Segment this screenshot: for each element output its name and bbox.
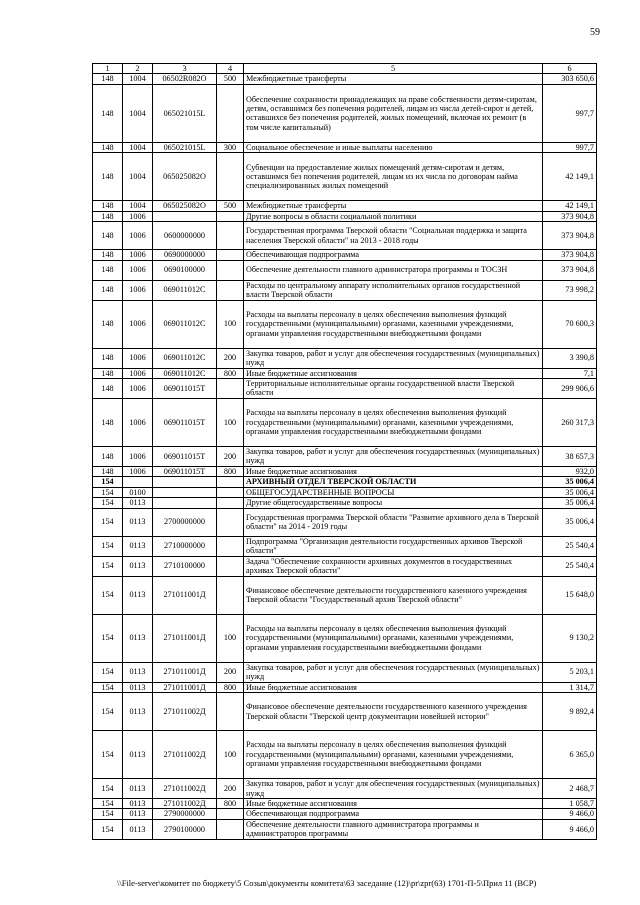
cell-amount: 73 998,2 <box>543 280 597 300</box>
table-row <box>93 250 597 260</box>
cell-amount: 3 390,8 <box>543 348 597 368</box>
table-row <box>93 556 597 576</box>
cell-department-code: 148 <box>93 398 123 446</box>
cell-department-code: 148 <box>93 74 123 84</box>
table-header-row <box>93 64 597 74</box>
cell-target-article: 2790100000 <box>153 819 217 839</box>
cell-amount: 9 466,0 <box>543 809 597 819</box>
cell-section-code: 1006 <box>123 398 153 446</box>
cell-department-code: 148 <box>93 368 123 378</box>
cell-section-code: 0113 <box>123 556 153 576</box>
cell-expense-type <box>217 250 244 260</box>
header-cell: 2 <box>123 64 153 74</box>
cell-expense-type <box>217 84 244 142</box>
cell-description: ОБЩЕГОСУДАРСТВЕННЫЕ ВОПРОСЫ <box>244 487 543 497</box>
cell-target-article: 069011015Т <box>153 398 217 446</box>
cell-section-code: 0113 <box>123 779 153 799</box>
cell-expense-type: 500 <box>217 201 244 211</box>
cell-section-code: 1006 <box>123 466 153 476</box>
page-number: 59 <box>590 27 600 38</box>
cell-description: Иные бюджетные ассигнования <box>244 368 543 378</box>
table-row <box>93 466 597 476</box>
cell-target-article <box>153 487 217 497</box>
cell-expense-type: 200 <box>217 446 244 466</box>
cell-department-code: 154 <box>93 799 123 809</box>
cell-department-code: 148 <box>93 348 123 368</box>
cell-department-code: 154 <box>93 731 123 779</box>
cell-expense-type <box>217 280 244 300</box>
cell-section-code: 1004 <box>123 201 153 211</box>
cell-amount: 35 006,4 <box>543 508 597 536</box>
cell-target-article: 0600000000 <box>153 222 217 250</box>
cell-description: Обеспечение деятельности главного администратора программы и администраторов программы <box>244 819 543 839</box>
cell-section-code: 1006 <box>123 300 153 348</box>
cell-amount: 42 149,1 <box>543 201 597 211</box>
table-row <box>93 378 597 398</box>
cell-amount: 1 314,7 <box>543 682 597 692</box>
cell-department-code: 154 <box>93 819 123 839</box>
cell-expense-type <box>217 536 244 556</box>
cell-target-article <box>153 211 217 221</box>
cell-description: Межбюджетные трансферты <box>244 201 543 211</box>
cell-section-code: 0113 <box>123 731 153 779</box>
cell-amount: 997,7 <box>543 142 597 152</box>
cell-department-code: 154 <box>93 487 123 497</box>
cell-section-code: 0113 <box>123 498 153 508</box>
cell-amount: 38 657,3 <box>543 446 597 466</box>
cell-target-article: 069011012С <box>153 300 217 348</box>
cell-department-code: 154 <box>93 508 123 536</box>
cell-description: Государственная программа Тверской области "Социальная поддержка и защита населения Тверской области" на 2013 - 2018 годы <box>244 222 543 250</box>
cell-section-code: 1006 <box>123 368 153 378</box>
cell-amount: 299 906,6 <box>543 378 597 398</box>
cell-amount: 15 648,0 <box>543 576 597 614</box>
cell-department-code: 154 <box>93 682 123 692</box>
table-row <box>93 614 597 662</box>
cell-expense-type <box>217 211 244 221</box>
cell-section-code: 1006 <box>123 280 153 300</box>
table-body <box>93 74 597 839</box>
cell-amount: 70 600,3 <box>543 300 597 348</box>
cell-section-code: 0113 <box>123 576 153 614</box>
cell-description: Иные бюджетные ассигнования <box>244 799 543 809</box>
table-row <box>93 487 597 497</box>
cell-section-code: 1004 <box>123 84 153 142</box>
table-row <box>93 779 597 799</box>
cell-department-code: 148 <box>93 201 123 211</box>
cell-section-code: 0100 <box>123 487 153 497</box>
cell-expense-type: 100 <box>217 398 244 446</box>
cell-target-article <box>153 477 217 487</box>
cell-section-code: 0113 <box>123 536 153 556</box>
cell-expense-type: 100 <box>217 731 244 779</box>
cell-amount: 35 006,4 <box>543 487 597 497</box>
table-row <box>93 731 597 779</box>
cell-target-article: 271011001Д <box>153 576 217 614</box>
cell-target-article: 271011002Д <box>153 731 217 779</box>
cell-department-code: 154 <box>93 779 123 799</box>
cell-expense-type <box>217 153 244 201</box>
cell-department-code: 148 <box>93 211 123 221</box>
cell-department-code: 154 <box>93 809 123 819</box>
cell-department-code: 148 <box>93 260 123 280</box>
table-row <box>93 693 597 731</box>
cell-expense-type <box>217 487 244 497</box>
cell-description: Государственная программа Тверской области "Развитие архивного дела в Тверской области" на 2014 - 2019 годы <box>244 508 543 536</box>
cell-expense-type: 200 <box>217 662 244 682</box>
cell-description: Обеспечивающая подпрограмма <box>244 809 543 819</box>
cell-description: Расходы на выплаты персоналу в целях обеспечения выполнения функций государственными (муниципальными) органами, казенными учреждениями, органами управления государственными внебюджетными фондами <box>244 300 543 348</box>
cell-description: Межбюджетные трансферты <box>244 74 543 84</box>
cell-expense-type: 100 <box>217 614 244 662</box>
cell-amount: 260 317,3 <box>543 398 597 446</box>
cell-description: АРХИВНЫЙ ОТДЕЛ ТВЕРСКОЙ ОБЛАСТИ <box>244 477 543 487</box>
cell-amount: 932,0 <box>543 466 597 476</box>
cell-section-code: 0113 <box>123 662 153 682</box>
cell-section-code: 0113 <box>123 819 153 839</box>
cell-department-code: 148 <box>93 153 123 201</box>
header-cell: 3 <box>153 64 217 74</box>
cell-section-code: 0113 <box>123 614 153 662</box>
table-row <box>93 201 597 211</box>
cell-expense-type <box>217 576 244 614</box>
cell-description: Другие общегосударственные вопросы <box>244 498 543 508</box>
table-row <box>93 74 597 84</box>
cell-amount: 35 006,4 <box>543 498 597 508</box>
table-row <box>93 348 597 368</box>
cell-description: Подпрограмма "Организация деятельности государственных архивов Тверской области" <box>244 536 543 556</box>
cell-description: Территориальные исполнительные органы государственной власти Тверской области <box>244 378 543 398</box>
cell-section-code <box>123 477 153 487</box>
cell-amount: 9 466,0 <box>543 819 597 839</box>
cell-target-article: 271011001Д <box>153 682 217 692</box>
cell-description: Обеспечивающая подпрограмма <box>244 250 543 260</box>
cell-department-code: 148 <box>93 84 123 142</box>
cell-expense-type: 200 <box>217 779 244 799</box>
cell-department-code: 148 <box>93 250 123 260</box>
cell-description: Закупка товаров, работ и услуг для обеспечения государственных (муниципальных) нужд <box>244 348 543 368</box>
cell-target-article: 069011015Т <box>153 466 217 476</box>
cell-department-code: 148 <box>93 142 123 152</box>
cell-amount: 373 904,8 <box>543 260 597 280</box>
table-row <box>93 446 597 466</box>
cell-section-code: 0113 <box>123 682 153 692</box>
cell-section-code: 1004 <box>123 74 153 84</box>
header-cell: 4 <box>217 64 244 74</box>
cell-expense-type: 800 <box>217 682 244 692</box>
cell-expense-type: 300 <box>217 142 244 152</box>
cell-amount: 6 365,0 <box>543 731 597 779</box>
table-row <box>93 153 597 201</box>
cell-expense-type <box>217 693 244 731</box>
cell-description: Финансовое обеспечение деятельности государственного казенного учреждения Тверской области "Государственный архив Тверской области" <box>244 576 543 614</box>
cell-expense-type <box>217 809 244 819</box>
cell-target-article: 069011012С <box>153 368 217 378</box>
header-cell: 6 <box>543 64 597 74</box>
table-row <box>93 576 597 614</box>
table-row <box>93 260 597 280</box>
cell-section-code: 1006 <box>123 378 153 398</box>
table-row <box>93 142 597 152</box>
cell-section-code: 0113 <box>123 799 153 809</box>
cell-expense-type <box>217 378 244 398</box>
cell-target-article: 069011015Т <box>153 446 217 466</box>
cell-department-code: 148 <box>93 300 123 348</box>
cell-description: Обеспечение сохранности принадлежащих на праве собственности детям-сиротам, детям, оставшимся без попечения родителей, лицам из числа детей-сирот и детей, оставшихся без попечения родителей, жилых помещений, включая их ремонт (в том числе капитальный) <box>244 84 543 142</box>
cell-department-code: 154 <box>93 693 123 731</box>
cell-description: Социальное обеспечение и иные выплаты населению <box>244 142 543 152</box>
cell-target-article: 065025082О <box>153 153 217 201</box>
budget-table <box>92 63 597 840</box>
cell-amount: 997,7 <box>543 84 597 142</box>
cell-description: Иные бюджетные ассигнования <box>244 682 543 692</box>
cell-description: Другие вопросы в области социальной политики <box>244 211 543 221</box>
cell-expense-type <box>217 508 244 536</box>
cell-amount: 25 540,4 <box>543 536 597 556</box>
cell-target-article <box>153 498 217 508</box>
cell-amount: 9 892,4 <box>543 693 597 731</box>
cell-expense-type <box>217 556 244 576</box>
cell-department-code: 148 <box>93 466 123 476</box>
cell-target-article: 0690000000 <box>153 250 217 260</box>
table-row <box>93 498 597 508</box>
cell-department-code: 154 <box>93 556 123 576</box>
cell-expense-type <box>217 222 244 250</box>
cell-department-code: 154 <box>93 477 123 487</box>
table-row <box>93 84 597 142</box>
cell-target-article: 2710100000 <box>153 556 217 576</box>
cell-expense-type <box>217 477 244 487</box>
cell-description: Субвенции на предоставление жилых помещений детям-сиротам и детям, оставшимся без попечения родителей, лицам из их числа по договорам найма специализированных жилых помещений <box>244 153 543 201</box>
cell-amount: 373 904,8 <box>543 250 597 260</box>
table-row <box>93 819 597 839</box>
cell-target-article: 0690100000 <box>153 260 217 280</box>
cell-section-code: 0113 <box>123 508 153 536</box>
cell-department-code: 154 <box>93 662 123 682</box>
cell-expense-type: 200 <box>217 348 244 368</box>
cell-department-code: 148 <box>93 446 123 466</box>
cell-section-code: 0113 <box>123 809 153 819</box>
cell-expense-type: 800 <box>217 466 244 476</box>
cell-description: Закупка товаров, работ и услуг для обеспечения государственных (муниципальных) нужд <box>244 779 543 799</box>
cell-amount: 25 540,4 <box>543 556 597 576</box>
table-row <box>93 211 597 221</box>
cell-expense-type: 800 <box>217 799 244 809</box>
cell-amount: 373 904,8 <box>543 222 597 250</box>
cell-description: Расходы на выплаты персоналу в целях обеспечения выполнения функций государственными (муниципальными) органами, казенными учреждениями, органами управления государственными внебюджетными фондами <box>244 614 543 662</box>
cell-department-code: 154 <box>93 536 123 556</box>
cell-target-article: 065021015L <box>153 142 217 152</box>
cell-section-code: 1006 <box>123 211 153 221</box>
cell-expense-type: 100 <box>217 300 244 348</box>
table-row <box>93 300 597 348</box>
cell-expense-type <box>217 260 244 280</box>
cell-target-article: 271011002Д <box>153 693 217 731</box>
cell-description: Расходы по центральному аппарату исполнительных органов государственной власти Тверской области <box>244 280 543 300</box>
table-row <box>93 368 597 378</box>
cell-target-article: 069011015Т <box>153 378 217 398</box>
table-row <box>93 280 597 300</box>
cell-target-article: 271011001Д <box>153 662 217 682</box>
cell-target-article: 069011012С <box>153 280 217 300</box>
table-row <box>93 508 597 536</box>
cell-section-code: 0113 <box>123 693 153 731</box>
cell-expense-type: 500 <box>217 74 244 84</box>
cell-department-code: 154 <box>93 576 123 614</box>
cell-expense-type: 800 <box>217 368 244 378</box>
cell-expense-type <box>217 819 244 839</box>
cell-amount: 303 650,6 <box>543 74 597 84</box>
cell-target-article: 2710000000 <box>153 536 217 556</box>
cell-target-article: 069011012С <box>153 348 217 368</box>
table-row <box>93 222 597 250</box>
cell-department-code: 148 <box>93 378 123 398</box>
table-row <box>93 398 597 446</box>
cell-target-article: 271011002Д <box>153 779 217 799</box>
cell-department-code: 154 <box>93 614 123 662</box>
cell-expense-type <box>217 498 244 508</box>
cell-description: Обеспечение деятельности главного администратора программы и ТОСЗН <box>244 260 543 280</box>
cell-amount: 35 006,4 <box>543 477 597 487</box>
header-cell: 5 <box>244 64 543 74</box>
table-row <box>93 477 597 487</box>
header-cell: 1 <box>93 64 123 74</box>
cell-section-code: 1006 <box>123 250 153 260</box>
cell-target-article: 2700000000 <box>153 508 217 536</box>
table-row <box>93 682 597 692</box>
cell-target-article: 271011001Д <box>153 614 217 662</box>
cell-target-article: 271011002Д <box>153 799 217 809</box>
cell-amount: 1 058,7 <box>543 799 597 809</box>
cell-department-code: 154 <box>93 498 123 508</box>
cell-amount: 7,1 <box>543 368 597 378</box>
table-row <box>93 662 597 682</box>
cell-target-article: 06502R082О <box>153 74 217 84</box>
cell-description: Расходы на выплаты персоналу в целях обеспечения выполнения функций государственными (муниципальными) органами, казенными учреждениями, органами управления государственными внебюджетными фондами <box>244 398 543 446</box>
cell-section-code: 1006 <box>123 222 153 250</box>
cell-section-code: 1006 <box>123 446 153 466</box>
cell-description: Задача "Обеспечение сохранности архивных документов в государственных архивах Тверской области" <box>244 556 543 576</box>
cell-description: Финансовое обеспечение деятельности государственного казенного учреждения Тверской области "Тверской центр документации новейшей истории" <box>244 693 543 731</box>
cell-amount: 373 904,8 <box>543 211 597 221</box>
cell-section-code: 1004 <box>123 142 153 152</box>
cell-description: Закупка товаров, работ и услуг для обеспечения государственных (муниципальных) нужд <box>244 662 543 682</box>
cell-section-code: 1006 <box>123 348 153 368</box>
cell-section-code: 1004 <box>123 153 153 201</box>
cell-department-code: 148 <box>93 222 123 250</box>
cell-amount: 42 149,1 <box>543 153 597 201</box>
table-row <box>93 799 597 809</box>
cell-amount: 5 203,1 <box>543 662 597 682</box>
table-row <box>93 536 597 556</box>
cell-target-article: 065021015L <box>153 84 217 142</box>
cell-target-article: 065025082О <box>153 201 217 211</box>
table-row <box>93 809 597 819</box>
cell-amount: 2 468,7 <box>543 779 597 799</box>
file-path-footer: \\File-server\комитет по бюджету\5 Созыв\документы комитета\63 заседание (12)\pr\zpr(63) 1701-П-5\Прил 11 (ВСР) <box>117 878 537 888</box>
cell-description: Иные бюджетные ассигнования <box>244 466 543 476</box>
cell-amount: 9 130,2 <box>543 614 597 662</box>
cell-target-article: 2790000000 <box>153 809 217 819</box>
cell-section-code: 1006 <box>123 260 153 280</box>
cell-department-code: 148 <box>93 280 123 300</box>
cell-description: Закупка товаров, работ и услуг для обеспечения государственных (муниципальных) нужд <box>244 446 543 466</box>
cell-description: Расходы на выплаты персоналу в целях обеспечения выполнения функций государственными (муниципальными) органами, казенными учреждениями, органами управления государственными внебюджетными фондами <box>244 731 543 779</box>
